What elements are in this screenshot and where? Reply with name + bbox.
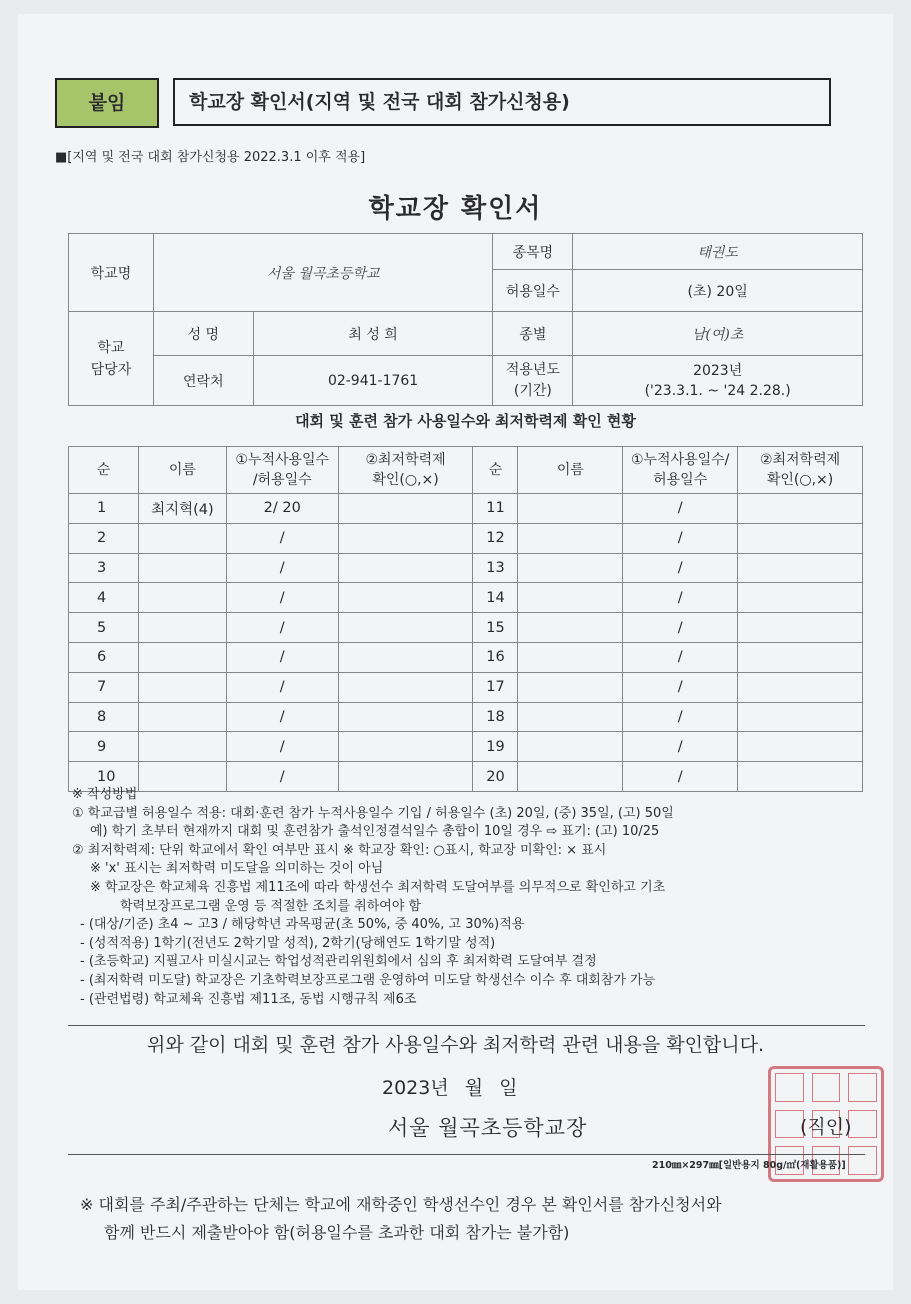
- header-name: 이름: [138, 447, 226, 494]
- row-name: [138, 583, 226, 613]
- row-no: 9: [69, 732, 139, 762]
- row-minimum-right: [738, 732, 863, 762]
- divider: [68, 1025, 865, 1026]
- page-title: 학교장 확인서: [368, 194, 543, 224]
- row-minimum: [338, 732, 473, 762]
- row-no: 1: [69, 494, 139, 524]
- allowed-days-label: 허용일수: [493, 270, 573, 312]
- row-days: /: [226, 553, 338, 583]
- applicability-notice: ■[지역 및 전국 대회 참가신청용 2022.3.1 이후 적용]: [55, 150, 366, 165]
- row-days: 2/ 20: [226, 494, 338, 524]
- row-days: /: [226, 732, 338, 762]
- instruction-line: ※ 'x' 표시는 최저학력 미도달을 의미하는 것이 아님: [90, 861, 384, 877]
- row-no: 10: [69, 762, 139, 792]
- instruction-line: - (관련법령) 학교체육 진흥법 제11조, 동법 시행규칙 제6조: [80, 991, 417, 1007]
- row-minimum: [338, 523, 473, 553]
- principal-name: 서울 월곡초등학교장: [388, 1116, 588, 1140]
- header-no-right: 순: [473, 447, 518, 494]
- attachment-title: 학교장 확인서(지역 및 전국 대회 참가신청용): [173, 78, 831, 126]
- header-no: 순: [69, 447, 139, 494]
- header-minimum: ②최저학력제 확인(○,×): [338, 447, 473, 494]
- row-name: [138, 702, 226, 732]
- table-row: [69, 642, 863, 672]
- row-no-right: 16: [473, 642, 518, 672]
- row-minimum-right: [738, 553, 863, 583]
- status-table-header: [69, 447, 863, 494]
- row-no: 8: [69, 702, 139, 732]
- row-name-right: [518, 732, 623, 762]
- row-name: [138, 672, 226, 702]
- phone-value: 02-941-1761: [253, 356, 493, 406]
- table-row: [69, 702, 863, 732]
- table-row: [69, 732, 863, 762]
- row-days-right: /: [623, 613, 738, 643]
- table-row: [69, 553, 863, 583]
- event-label: 종목명: [493, 234, 573, 270]
- row-minimum: [338, 642, 473, 672]
- instruction-line: - (성적적용) 1학기(전년도 2학기말 성적), 2학기(당해연도 1학기말 성적): [80, 935, 496, 951]
- row-name: [138, 523, 226, 553]
- row-minimum-right: [738, 672, 863, 702]
- row-name-right: [518, 642, 623, 672]
- row-minimum: [338, 494, 473, 524]
- row-days-right: /: [623, 762, 738, 792]
- footnote-line: ※ 대회를 주최/주관하는 단체는 학교에 재학중인 학생선수인 경우 본 확인서를 참가신청서와: [80, 1195, 722, 1214]
- row-no-right: 15: [473, 613, 518, 643]
- row-no: 3: [69, 553, 139, 583]
- row-minimum-right: [738, 613, 863, 643]
- row-minimum: [338, 613, 473, 643]
- row-minimum-right: [738, 583, 863, 613]
- header-name-right: 이름: [518, 447, 623, 494]
- row-name-right: [518, 553, 623, 583]
- instructions: [72, 786, 872, 1009]
- header-minimum-right: ②최저학력제 확인(○,×): [738, 447, 863, 494]
- row-no-right: 17: [473, 672, 518, 702]
- row-name-right: [518, 672, 623, 702]
- footnote: [80, 1191, 880, 1247]
- row-minimum: [338, 672, 473, 702]
- row-days: /: [226, 702, 338, 732]
- gender-value: 남(여)초: [573, 312, 863, 356]
- row-days-right: /: [623, 583, 738, 613]
- paper-spec: 210㎜×297㎜[일반용지 80g/㎡(재활용품)]: [652, 1160, 846, 1171]
- row-name: [138, 613, 226, 643]
- event-value: 태권도: [573, 234, 863, 270]
- instruction-line: - (초등학교) 지필고사 미실시교는 학업성적관리위원회에서 심의 후 최저학력 도달여부 결정: [80, 954, 597, 970]
- row-days-right: /: [623, 523, 738, 553]
- row-name-right: [518, 523, 623, 553]
- instruction-line: - (대상/기준) 초4 ~ 고3 / 해당학년 과목평균(초 50%, 중 40%, 고 30%)적용: [80, 917, 525, 933]
- row-days-right: /: [623, 553, 738, 583]
- attachment-header: [55, 78, 835, 128]
- row-no: 7: [69, 672, 139, 702]
- row-minimum-right: [738, 494, 863, 524]
- table-row: [69, 583, 863, 613]
- row-no-right: 14: [473, 583, 518, 613]
- table-row: [69, 672, 863, 702]
- row-minimum: [338, 702, 473, 732]
- row-no: 5: [69, 613, 139, 643]
- table-row: [69, 613, 863, 643]
- row-days: /: [226, 762, 338, 792]
- name-label: 성 명: [153, 312, 253, 356]
- school-name-value: 서울 월곡초등학교: [153, 234, 493, 312]
- table-row: [69, 523, 863, 553]
- row-no: 6: [69, 642, 139, 672]
- footnote-line: 함께 반드시 제출받아야 함(허용일수를 초과한 대회 참가는 불가함): [104, 1223, 570, 1242]
- allowed-days-value: (초) 20일: [573, 270, 863, 312]
- row-minimum: [338, 583, 473, 613]
- gender-label: 종별: [493, 312, 573, 356]
- row-days: /: [226, 642, 338, 672]
- row-name-right: [518, 613, 623, 643]
- header-cumulative: ①누적사용일수 /허용일수: [226, 447, 338, 494]
- year-cell: [573, 356, 863, 406]
- contact-person-label: 학교 담당자: [69, 312, 154, 406]
- instruction-line: 예) 학기 초부터 현재까지 대회 및 훈련참가 출석인정결석일수 총합이 10일 경우 ⇨ 표기: (고) 10/25: [90, 824, 660, 840]
- header-cumulative-right: ①누적사용일수/ 허용일수: [623, 447, 738, 494]
- row-days-right: /: [623, 702, 738, 732]
- row-days-right: /: [623, 642, 738, 672]
- status-table: [68, 446, 863, 792]
- table-row: [69, 494, 863, 524]
- row-no-right: 13: [473, 553, 518, 583]
- row-days-right: /: [623, 732, 738, 762]
- row-days: /: [226, 583, 338, 613]
- row-no-right: 11: [473, 494, 518, 524]
- row-minimum-right: [738, 702, 863, 732]
- instructions-heading: ※ 작성방법: [72, 787, 138, 802]
- school-name-label: 학교명: [69, 234, 154, 312]
- row-days: /: [226, 523, 338, 553]
- row-days-right: /: [623, 494, 738, 524]
- row-minimum-right: [738, 523, 863, 553]
- row-name-right: [518, 494, 623, 524]
- instruction-line: ① 학교급별 허용일수 적용: 대회·훈련 참가 누적사용일수 기입 / 허용일수 (초) 20일, (중) 35일, (고) 50일: [72, 805, 674, 821]
- signature-date: 2023년 월 일: [382, 1077, 518, 1099]
- row-name-right: [518, 583, 623, 613]
- row-no-right: 12: [473, 523, 518, 553]
- row-no: 2: [69, 523, 139, 553]
- row-no-right: 18: [473, 702, 518, 732]
- seal-label: (직인): [800, 1116, 852, 1138]
- row-minimum: [338, 553, 473, 583]
- confirmation-statement: 위와 같이 대회 및 훈련 참가 사용일수와 최저학력 관련 내용을 확인합니다.: [146, 1034, 765, 1056]
- row-no-right: 20: [473, 762, 518, 792]
- row-name: [138, 642, 226, 672]
- status-caption: 대회 및 훈련 참가 사용일수와 최저학력제 확인 현황: [295, 412, 636, 430]
- phone-label: 연락처: [153, 356, 253, 406]
- row-name: [138, 732, 226, 762]
- year-label: 적용년도 (기간): [493, 356, 573, 406]
- row-name: [138, 553, 226, 583]
- instruction-line: 학력보장프로그램 운영 등 적절한 조치를 취하여야 함: [120, 898, 422, 914]
- year-value: 2023년: [693, 362, 743, 379]
- row-days-right: /: [623, 672, 738, 702]
- school-info-table: [68, 233, 863, 406]
- instruction-line: ② 최저학력제: 단위 학교에서 확인 여부만 표시 ※ 학교장 확인: ○표시, 학교장 미확인: × 표시: [72, 842, 607, 858]
- row-no: 4: [69, 583, 139, 613]
- instruction-line: - (최저학력 미도달) 학교장은 기초학력보장프로그램 운영하여 미도달 학생선수 이수 후 대회참가 가능: [80, 972, 656, 988]
- divider: [68, 1154, 865, 1155]
- row-days: /: [226, 613, 338, 643]
- row-no-right: 19: [473, 732, 518, 762]
- row-name: 최지혁(4): [138, 494, 226, 524]
- period-value: ('23.3.1. ~ '24 2.28.): [644, 382, 791, 399]
- row-name-right: [518, 702, 623, 732]
- row-days: /: [226, 672, 338, 702]
- name-value: 최 성 희: [253, 312, 493, 356]
- instruction-line: ※ 학교장은 학교체육 진흥법 제11조에 따라 학생선수 최저학력 도달여부를 의무적으로 확인하고 기초: [90, 879, 666, 895]
- attachment-tag: 붙임: [55, 78, 159, 128]
- row-minimum-right: [738, 642, 863, 672]
